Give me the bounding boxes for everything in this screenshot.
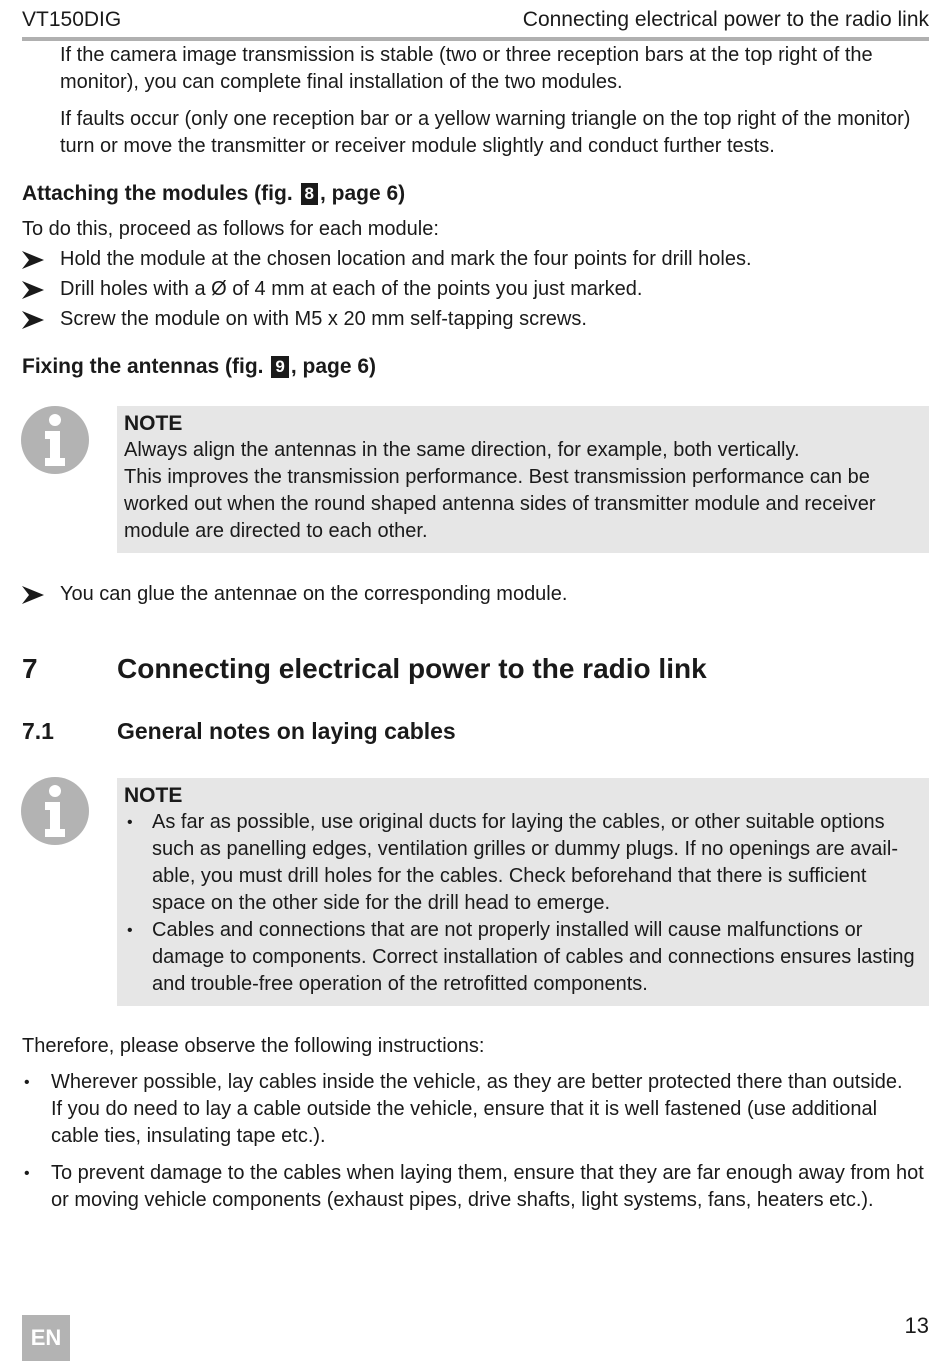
instruction-item bbox=[22, 1069, 930, 1150]
attaching-heading bbox=[22, 180, 405, 207]
section-7-1-number: 7.1 bbox=[22, 718, 54, 744]
note-bullet: • As far as possible, use original ducts for laying the cables, or other suitable options such as panelling edges, ventilation grilles or dummy plugs. If no openings are avail-able, you must drill holes for the cables. Check beforehand that there is sufficient space on the other side for the drill head to emerge. bbox=[124, 809, 921, 917]
page-number: 13 bbox=[904, 1313, 929, 1338]
fixing-heading-page: , page 6) bbox=[290, 355, 377, 378]
arrow-bullet-icon bbox=[22, 281, 44, 299]
arrow-bullet-icon bbox=[22, 251, 44, 269]
attaching-heading-text: Attaching the modules (fig. bbox=[22, 182, 293, 205]
section-7-1-title: General notes on laying cables bbox=[117, 718, 456, 744]
fixing-heading-text: Fixing the antennas (fig. bbox=[22, 355, 264, 378]
instruction-extra: If you do need to lay a cable outside the vehicle, ensure that it is well fastened (use additional cable ties, insulating tape etc.). bbox=[51, 1098, 878, 1147]
arrow-bullet-icon bbox=[22, 311, 44, 329]
figure-ref-8: 8 bbox=[301, 183, 318, 205]
note-line: Always align the antennas in the same direction, for example, both vertically. bbox=[124, 439, 800, 461]
instruction-main: • To prevent damage to the cables when laying them, ensure that they are far enough away from hot or moving vehicle components (exhaust pipes, drive shafts, light systems, fans, heaters etc.). bbox=[51, 1162, 924, 1211]
note-bullet-list bbox=[124, 809, 921, 998]
note-bullet: • Cables and connections that are not properly installed will cause malfunctions or damage to components. Correct installation of cables and connections ensures lasting and trouble-free operation of the retrofitted components. bbox=[124, 917, 921, 998]
note-line: This improves the transmission performance. Best transmission performance can be worked out when the round shaped antenna sides of transmitter module and receiver module are directed to each other. bbox=[124, 466, 876, 542]
intro-paragraph-2: If faults occur (only one reception bar or a yellow warning triangle on the top right of the monitor) turn or move the transmitter or receiver module slightly and conduct further tests. bbox=[60, 108, 911, 157]
antenna-note-box bbox=[117, 406, 929, 553]
step-text: Screw the module on with M5 x 20 mm self-tapping screws. bbox=[60, 308, 587, 330]
section-7-title: Connecting electrical power to the radio link bbox=[117, 653, 707, 684]
attaching-intro: To do this, proceed as follows for each module: bbox=[22, 218, 439, 240]
info-icon bbox=[21, 777, 89, 845]
info-icon bbox=[21, 406, 89, 474]
attaching-heading-page: , page 6) bbox=[319, 182, 406, 205]
step-text: Drill holes with a Ø of 4 mm at each of the points you just marked. bbox=[60, 278, 643, 300]
step-text: You can glue the antennae on the corresponding module. bbox=[60, 583, 568, 605]
doc-section-header: Connecting electrical power to the radio link bbox=[522, 8, 929, 31]
language-badge: EN bbox=[22, 1315, 70, 1361]
header-divider bbox=[22, 37, 929, 41]
instructions-intro: Therefore, please observe the following instructions: bbox=[22, 1035, 485, 1057]
instruction-item bbox=[22, 1160, 930, 1214]
fixing-heading bbox=[22, 353, 376, 380]
instruction-list bbox=[22, 1069, 930, 1224]
section-7-number: 7 bbox=[22, 653, 38, 684]
step-text: Hold the module at the chosen location and mark the four points for drill holes. bbox=[60, 248, 752, 270]
instruction-main: • Wherever possible, lay cables inside the vehicle, as they are better protected there than outside. bbox=[51, 1071, 903, 1093]
note-title: NOTE bbox=[124, 412, 183, 435]
intro-paragraph-1: If the camera image transmission is stable (two or three reception bars at the top right of the monitor), you can complete final installation of the two modules. bbox=[60, 44, 873, 93]
arrow-bullet-icon bbox=[22, 586, 44, 604]
cables-note-box bbox=[117, 778, 929, 1006]
doc-model-header: VT150DIG bbox=[22, 8, 122, 31]
figure-ref-9: 9 bbox=[271, 356, 288, 378]
note-title: NOTE bbox=[124, 784, 183, 807]
